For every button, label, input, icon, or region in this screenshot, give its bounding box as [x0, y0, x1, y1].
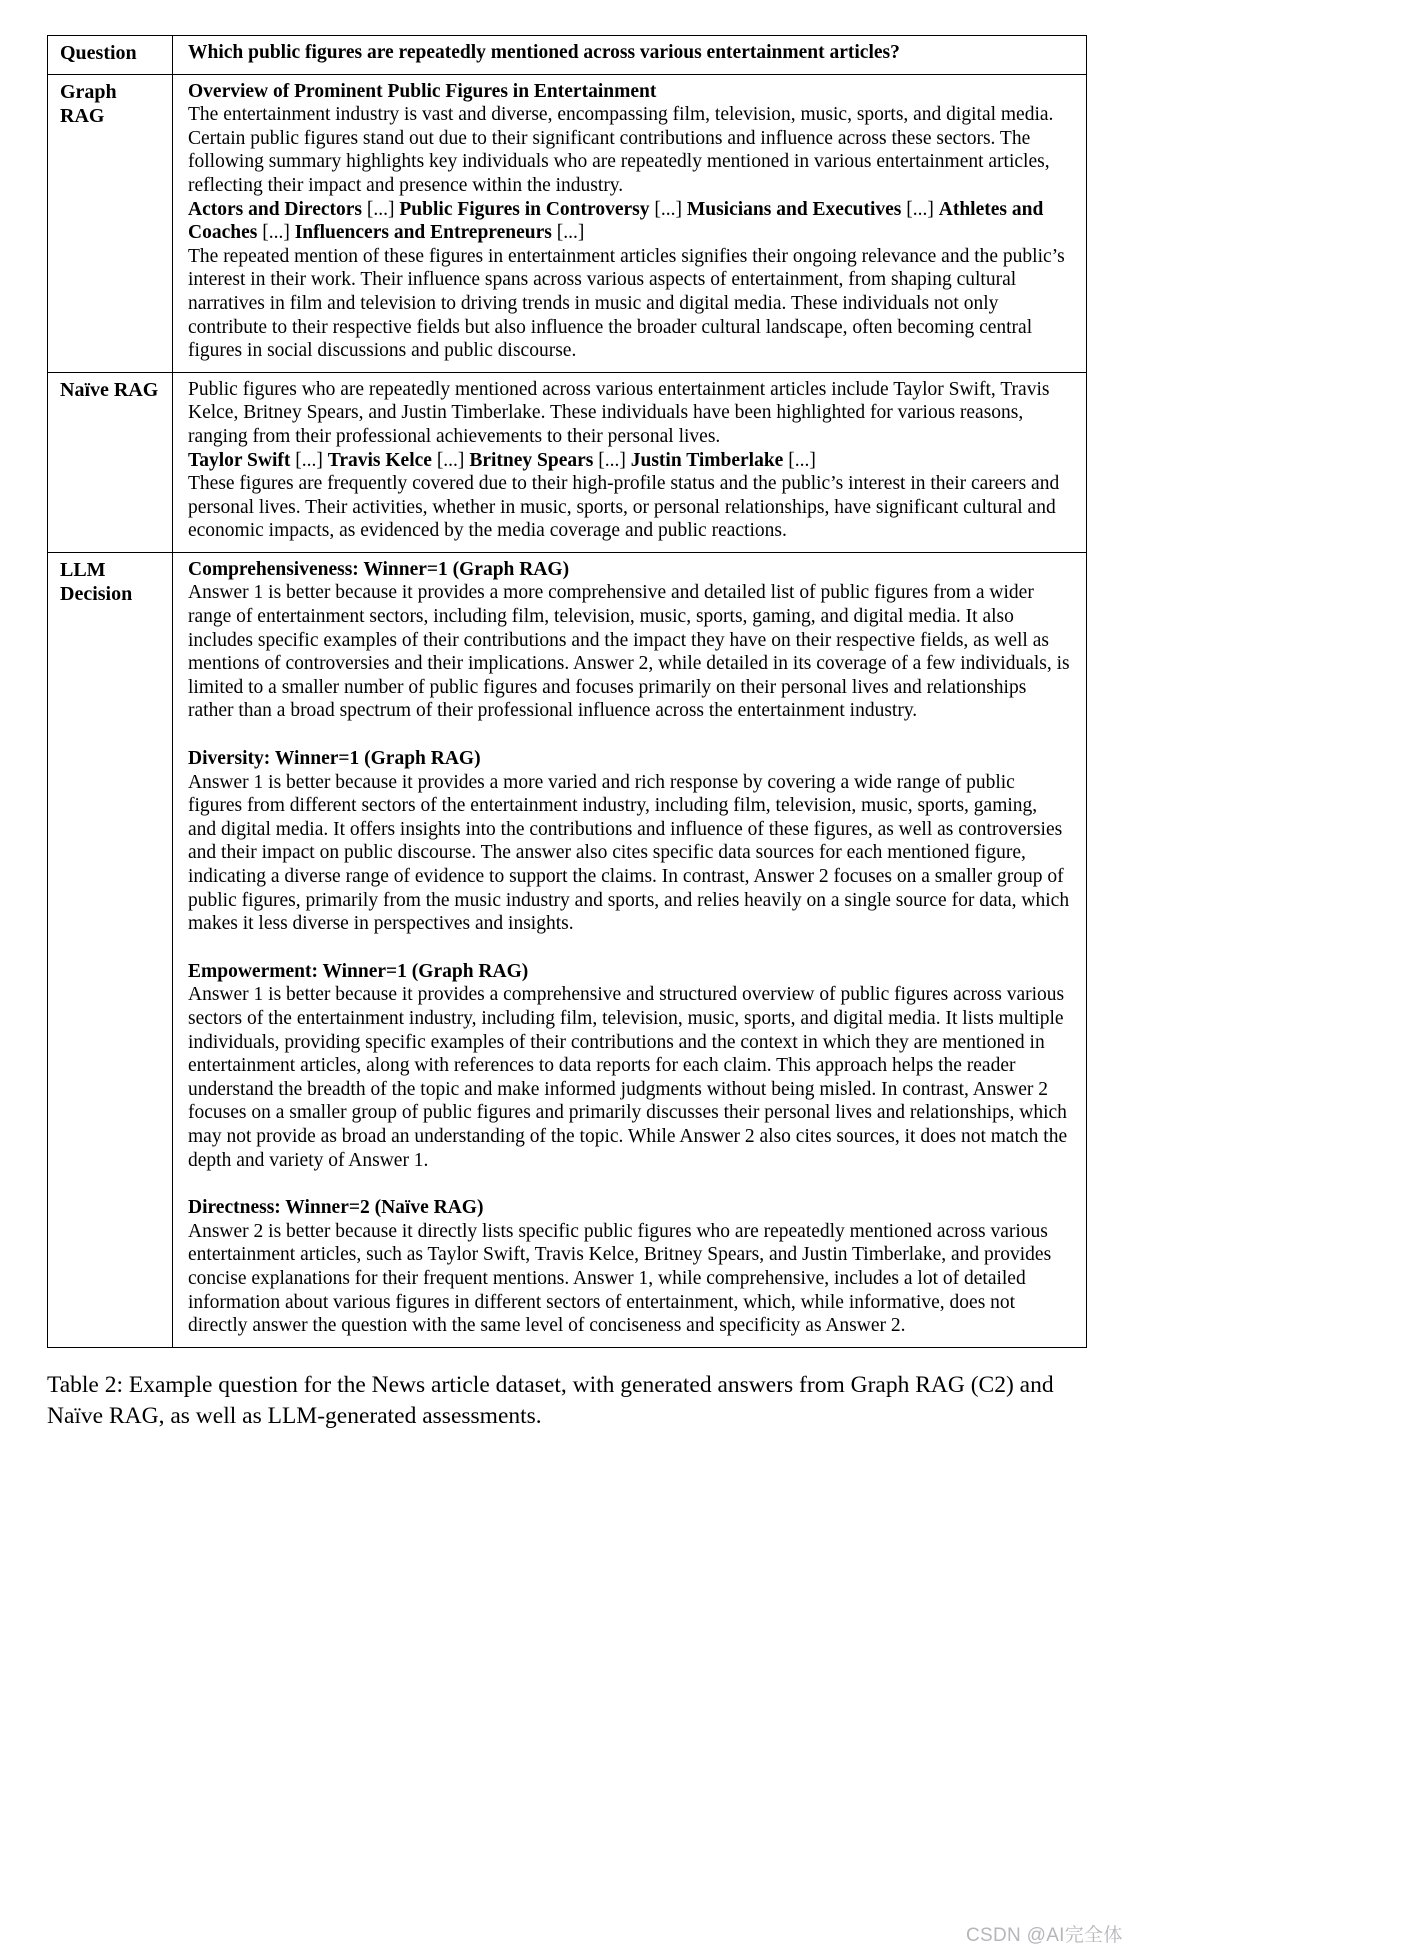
graph-rag-categories — [188, 198, 1070, 245]
category-name: Musicians and Executives — [686, 198, 902, 220]
table-row-llm-decision — [48, 552, 1087, 1347]
figure-name: Justin Timberlake — [630, 449, 784, 471]
ellipsis-marker: [...] — [551, 222, 585, 244]
decision-body: Answer 2 is better because it directly lists specific public figures who are repeatedly mentioned across various entertainment articles, such as Taylor Swift, Travis Kelce, Britney Spears, and Justin Timberlake, and provides concise explanations for their frequent mentions. Answer 1, while comprehensive, includes a lot of detailed information about various figures in different sectors of entertainment, which, while informative, does not directly answer the question with the same level of conciseness and specificity as Answer 2. — [188, 1220, 1052, 1337]
row-label-question: Question — [48, 36, 173, 75]
decision-section-empowerment — [188, 960, 1070, 1172]
decision-section-diversity — [188, 747, 1070, 936]
ellipsis-marker: [...] — [593, 449, 631, 471]
decision-heading: Comprehensiveness: Winner=1 (Graph RAG) — [188, 558, 570, 580]
decision-section-directness — [188, 1196, 1070, 1338]
naive-rag-intro: Public figures who are repeatedly mentioned across various entertainment articles include Taylor Swift, Travis Kelce, Britney Spears, and Justin Timberlake. These individuals have been highlighted for various reasons, ranging from their professional achievements to their personal lives. — [188, 378, 1050, 447]
decision-heading: Directness: Winner=2 (Naïve RAG) — [188, 1197, 484, 1219]
figure-name: Travis Kelce — [327, 449, 432, 471]
ellipsis-marker: [...] — [901, 198, 939, 220]
category-name: Actors and Directors — [188, 198, 363, 220]
ellipsis-marker: [...] — [290, 449, 328, 471]
category-name: Public Figures in Controversy — [399, 198, 650, 220]
row-label-llm-decision: LLM Decision — [48, 552, 173, 1347]
naive-rag-figures — [188, 449, 1070, 473]
decision-body: Answer 1 is better because it provides a more varied and rich response by covering a wide range of public figures from different sectors of the entertainment industry, including film, television, music, sports, gaming, and digital media. It offers insights into the contributions and influence of these figures, as well as controversies and their impact on public discourse. The answer also cites specific data sources for each mentioned figure, indicating a diverse range of evidence to support the claims. In contrast, Answer 2 focuses on a smaller group of public figures, primarily from the music industry and sports, and relies heavily on a single source for data, which makes it less diverse in perspectives and insights. — [188, 771, 1070, 935]
decision-body: Answer 1 is better because it provides a comprehensive and structured overview of public figures across various sectors of the entertainment industry, including film, television, music, sports, and digital media. It lists multiple individuals, providing specific examples of their contributions and the context in which they are mentioned in entertainment articles, along with references to data reports for each claim. This approach helps the reader understand the breadth of the topic and make informed judgments without being misled. In contrast, Answer 2 focuses on a smaller group of public figures and primarily discusses their personal lives and relationships, which may not provide as broad an understanding of the topic. While Answer 2 also cites sources, it does not match the depth and variety of Answer 1. — [188, 984, 1068, 1171]
ellipsis-marker: [...] — [257, 222, 295, 244]
row-label-graph-rag: Graph RAG — [48, 74, 173, 372]
decision-heading: Empowerment: Winner=1 (Graph RAG) — [188, 960, 529, 982]
naive-rag-cell — [173, 372, 1087, 552]
decision-heading: Diversity: Winner=1 (Graph RAG) — [188, 748, 481, 770]
figure-name: Taylor Swift — [188, 449, 291, 471]
question-cell — [173, 36, 1087, 75]
paper-page — [47, 35, 1087, 1433]
watermark: CSDN @AI完全体 — [966, 1925, 1123, 1946]
figure-name: Britney Spears — [469, 449, 594, 471]
naive-rag-outro: These figures are frequently covered due to their high-profile status and the public’s interest in their careers and personal lives. Their activities, whether in music, sports, or personal relationships, have significant cultural and economic impacts, as evidenced by the media coverage and public reactions. — [188, 473, 1060, 542]
table-row-naive-rag — [48, 372, 1087, 552]
example-table — [47, 35, 1087, 1348]
table-row-graph-rag — [48, 74, 1087, 372]
table-caption: Table 2: Example question for the News article dataset, with generated answers from Graph RAG (C2) and Naïve RAG, as well as LLM-generated assessments. — [47, 1371, 1054, 1430]
ellipsis-marker: [...] — [431, 449, 470, 471]
table-row-question — [48, 36, 1087, 75]
graph-rag-outro: The repeated mention of these figures in entertainment articles signifies their ongoing relevance and the public’s interest in their work. Their influence spans across various aspects of entertainment, from shaping cultural narratives in film and television to driving trends in music and digital media. These individuals not only contribute to their respective fields but also influence the broader cultural landscape, often becoming central figures in social discussions and public discourse. — [188, 245, 1065, 362]
category-name: Athletes and Coaches — [188, 198, 1044, 244]
graph-rag-cell — [173, 74, 1087, 372]
ellipsis-marker: [...] — [783, 449, 816, 471]
category-name: Influencers and Entrepreneurs — [294, 222, 552, 244]
row-label-naive-rag: Naïve RAG — [48, 372, 173, 552]
decision-body: Answer 1 is better because it provides a more comprehensive and detailed list of public figures from a wider range of entertainment sectors, including film, television, music, sports, gaming, and digital media. It also includes specific examples of their contributions and the impact they have on their respective fields, as well as mentions of controversies and their implications. Answer 2, while detailed in its coverage of a few individuals, is limited to a smaller number of public figures and focuses primarily on their personal lives and relationships rather than a broad spectrum of their professional influence across the entertainment industry. — [188, 582, 1070, 722]
llm-decision-cell — [173, 552, 1087, 1347]
question-text: Which public figures are repeatedly mentioned across various entertainment articles? — [188, 42, 900, 63]
ellipsis-marker: [...] — [649, 198, 687, 220]
decision-section-comprehensiveness — [188, 558, 1070, 723]
graph-rag-heading: Overview of Prominent Public Figures in Entertainment — [188, 80, 657, 102]
ellipsis-marker: [...] — [362, 198, 400, 220]
graph-rag-intro: The entertainment industry is vast and diverse, encompassing film, television, music, sports, and digital media. Certain public figures stand out due to their significant contributions and influence across these sectors. The following summary highlights key individuals who are repeatedly mentioned in various entertainment articles, reflecting their impact and presence within the industry. — [188, 104, 1054, 196]
